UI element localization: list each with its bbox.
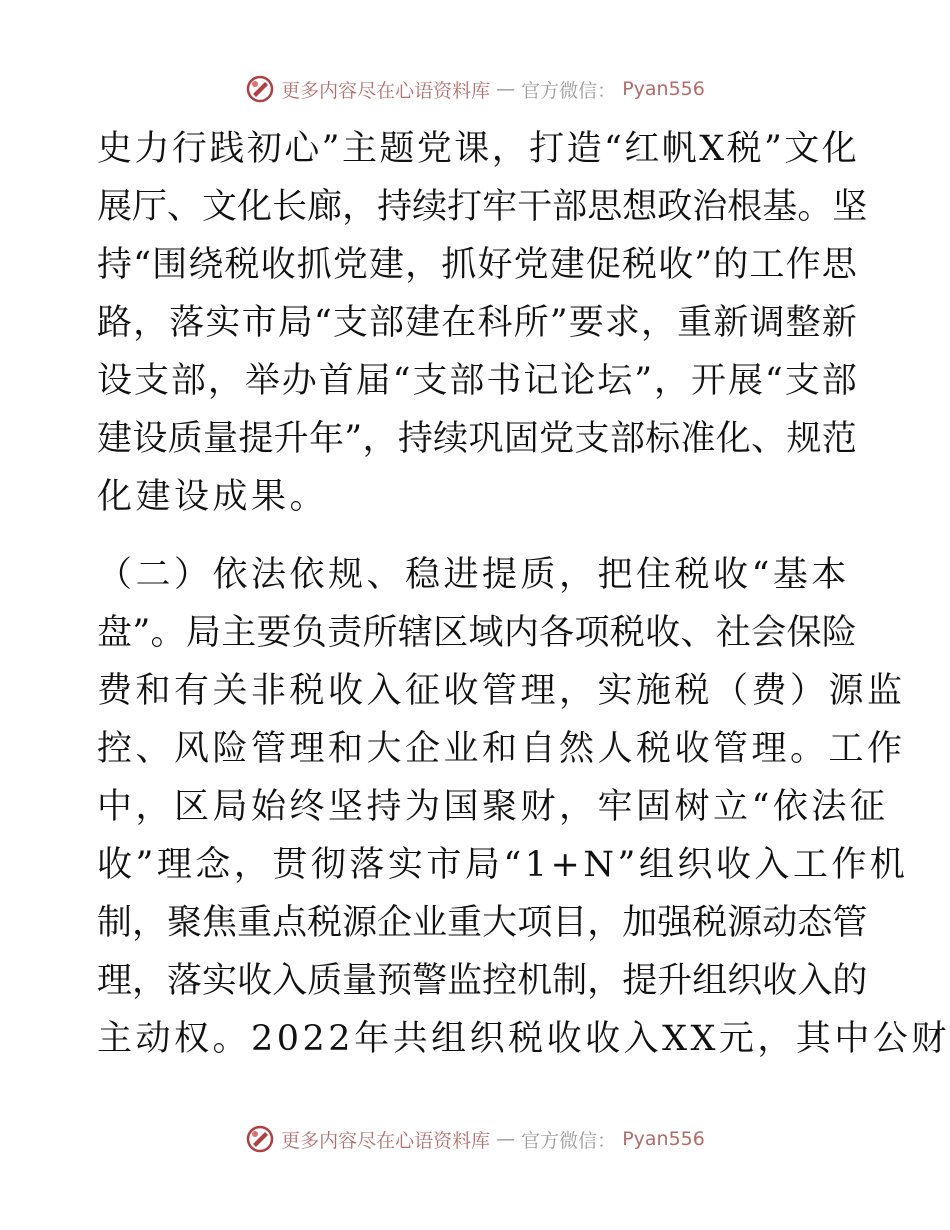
document-body xyxy=(97,120,950,1068)
watermark-brand: 更多内容尽在心语资料库 xyxy=(281,79,491,102)
text-line: 主动权。2022年共组织税收收入XX元，其中公财 xyxy=(97,1019,950,1059)
section-heading: （二）依法依规、稳进提质，把住税收“基本 xyxy=(97,555,850,595)
text-line: 费和有关非税收入征收管理，实施税（费）源监 xyxy=(97,671,906,711)
text-line: 设 支 部 ， 举 办 首 届 “ 支 部 书 记 论 坛 ” ， 开 展 “ 支 部 xyxy=(97,361,857,401)
logo-icon xyxy=(245,74,275,104)
text-line: 化建设成果。 xyxy=(97,477,329,517)
paragraph-2 xyxy=(97,546,950,1068)
text-line: 路 ， 落 实 市 局 “ 支 部 建 在 科 所 ” 要 求 ， 重 新 调 整 新 xyxy=(97,303,857,343)
watermark-wechat-id: Pyan556 xyxy=(622,78,705,100)
watermark-footer xyxy=(0,1124,950,1154)
watermark-separator: — xyxy=(496,1128,516,1150)
watermark-separator: — xyxy=(496,78,516,100)
text-line: 控、风险管理和大企业和自然人税收管理。工作 xyxy=(97,729,906,769)
watermark-subtitle: 官方微信： xyxy=(521,79,617,102)
text-line: 展 厅 、 文 化 长 廊 ， 持 续 打 牢 干 部 思 想 政 治 根 基 。 坚 xyxy=(97,187,868,227)
text-line: 理 ， 落 实 收 入 质 量 预 警 监 控 机 制 ， 提 升 组 织 收 入 的 xyxy=(97,961,868,1001)
text-line: 持 “ 围 绕 税 收 抓 党 建 ， 抓 好 党 建 促 税 收 ” 的 工 作 思 xyxy=(97,245,857,285)
text-line: 收”理念，贯彻落实市局“1+N”组织收入工作机 xyxy=(97,845,909,885)
watermark-header xyxy=(0,74,950,104)
watermark-subtitle: 官方微信： xyxy=(521,1129,617,1152)
text-line: 建 设 质 量 提 升 年 ” ， 持 续 巩 固 党 支 部 标 准 化 、 规 范 xyxy=(97,419,857,459)
paragraph-1 xyxy=(97,120,868,526)
text-line: 制 ， 聚 焦 重 点 税 源 企 业 重 大 项 目 ， 加 强 税 源 动 态 管 xyxy=(97,903,868,943)
text-line: 中，区局始终坚持为国聚财，牢固树立“依法征 xyxy=(97,787,889,827)
text-line: 史 力 行 践 初 心 ” 主 题 党 课 ， 打 造 “ 红 帆 X 税 ” 文 化 xyxy=(97,129,857,169)
watermark-wechat-id: Pyan556 xyxy=(622,1128,705,1150)
watermark-brand: 更多内容尽在心语资料库 xyxy=(281,1129,491,1152)
logo-icon xyxy=(245,1124,275,1154)
text-line: 盘 ” 。 局 主 要 负 责 所 辖 区 域 内 各 项 税 收 、 社 会 保 险 xyxy=(97,613,857,653)
